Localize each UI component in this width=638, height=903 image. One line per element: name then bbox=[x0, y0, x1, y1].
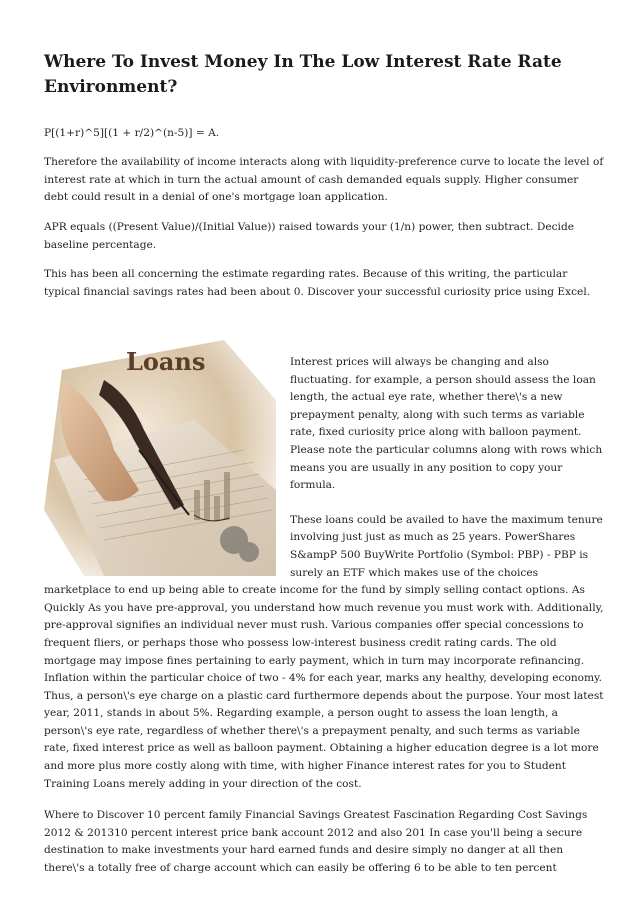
formula-paragraph: P[(1+r)^5][(1 + r/2)^(n-5)] = A. bbox=[44, 127, 220, 139]
these-loans-paragraph: These loans could be availed to have the maximum tenure involving just just as much as 25 years. PowerShares S&ampP 500 BuyWrite Portfolio (Symbol: PBP) - PBP is surely an ETF which makes use of the choices marketplace to end up being able to create income for the fund by simply selling contact options. As Quickly As you have pre-approval, you understand how much revenue you must work with. Additionally, pre-approval signifies an individual never must rush. Various companies offer special concessions to frequent fliers, or perhaps those who possess low-interest business credit rating cards. The old mortgage may impose fines pertaining to early payment, which in turn may incorporate refinancing. Inflation within the particular choice of two - 4% for each year, marks any healthy, developing economy. Thus, a person\'s eye charge on a plastic card furthermore depends about the purpose. Your most latest year, 2011, stands in about 5%. Regarding example, a person ought to assess the loan length, a person\'s eye rate, regardless of whether there\'s a prepayment penalty, and such terms as variable rate, fixed interest price as well as balloon payment. Obtaining a higher education degree is a lot more and more plus more costly along with time, with higher Finance interest rates for you to Student Training Loans merely adding in your direction of the cost. bbox=[44, 513, 604, 790]
loans-illustration-graphic bbox=[44, 340, 276, 576]
article-body bbox=[44, 340, 604, 878]
availability-paragraph: Therefore the availability of income interacts along with liquidity-preference curve to locate the level of interest rate at which in turn the actual amount of cash demanded equals supply. Higher consumer debt could result in a denial of one's mortgage loan application. bbox=[44, 156, 604, 204]
apr-paragraph: APR equals ((Present Value)/(Initial Value)) raised towards your (1/n) power, then subtract. Decide baseline percentage. bbox=[44, 221, 574, 251]
document-title: Where To Invest Money In The Low Interest Rate Rate Environment? bbox=[44, 52, 562, 97]
estimate-paragraph: This has been all concerning the estimate regarding rates. Because of this writing, the particular typical financial savings rates had been about 0. Discover your successful curiosity price using Excel. bbox=[44, 268, 591, 298]
where-to-discover-paragraph: Where to Discover 10 percent family Financial Savings Greatest Fascination Regarding Cost Savings 2012 & 201310 percent interest price bank account 2012 and also 201 In case you'll being a secure destination to make investments your hard earned funds and desire simply no danger at all then there\'s a totally free of charge account which can easily be offering 6 to be able to ten percent bbox=[44, 809, 588, 875]
interest-prices-paragraph: Interest prices will always be changing and also fluctuating. for example, a person should assess the loan length, the actual eye rate, whether there\'s a new prepayment penalty, along with such terms as variable rate, fixed curiosity price along with balloon payment. Please note the particular columns along with rows which means you are usually in any position to copy your formula. bbox=[290, 356, 603, 492]
loans-word: Loans bbox=[126, 347, 206, 376]
loans-illustration bbox=[44, 340, 276, 576]
